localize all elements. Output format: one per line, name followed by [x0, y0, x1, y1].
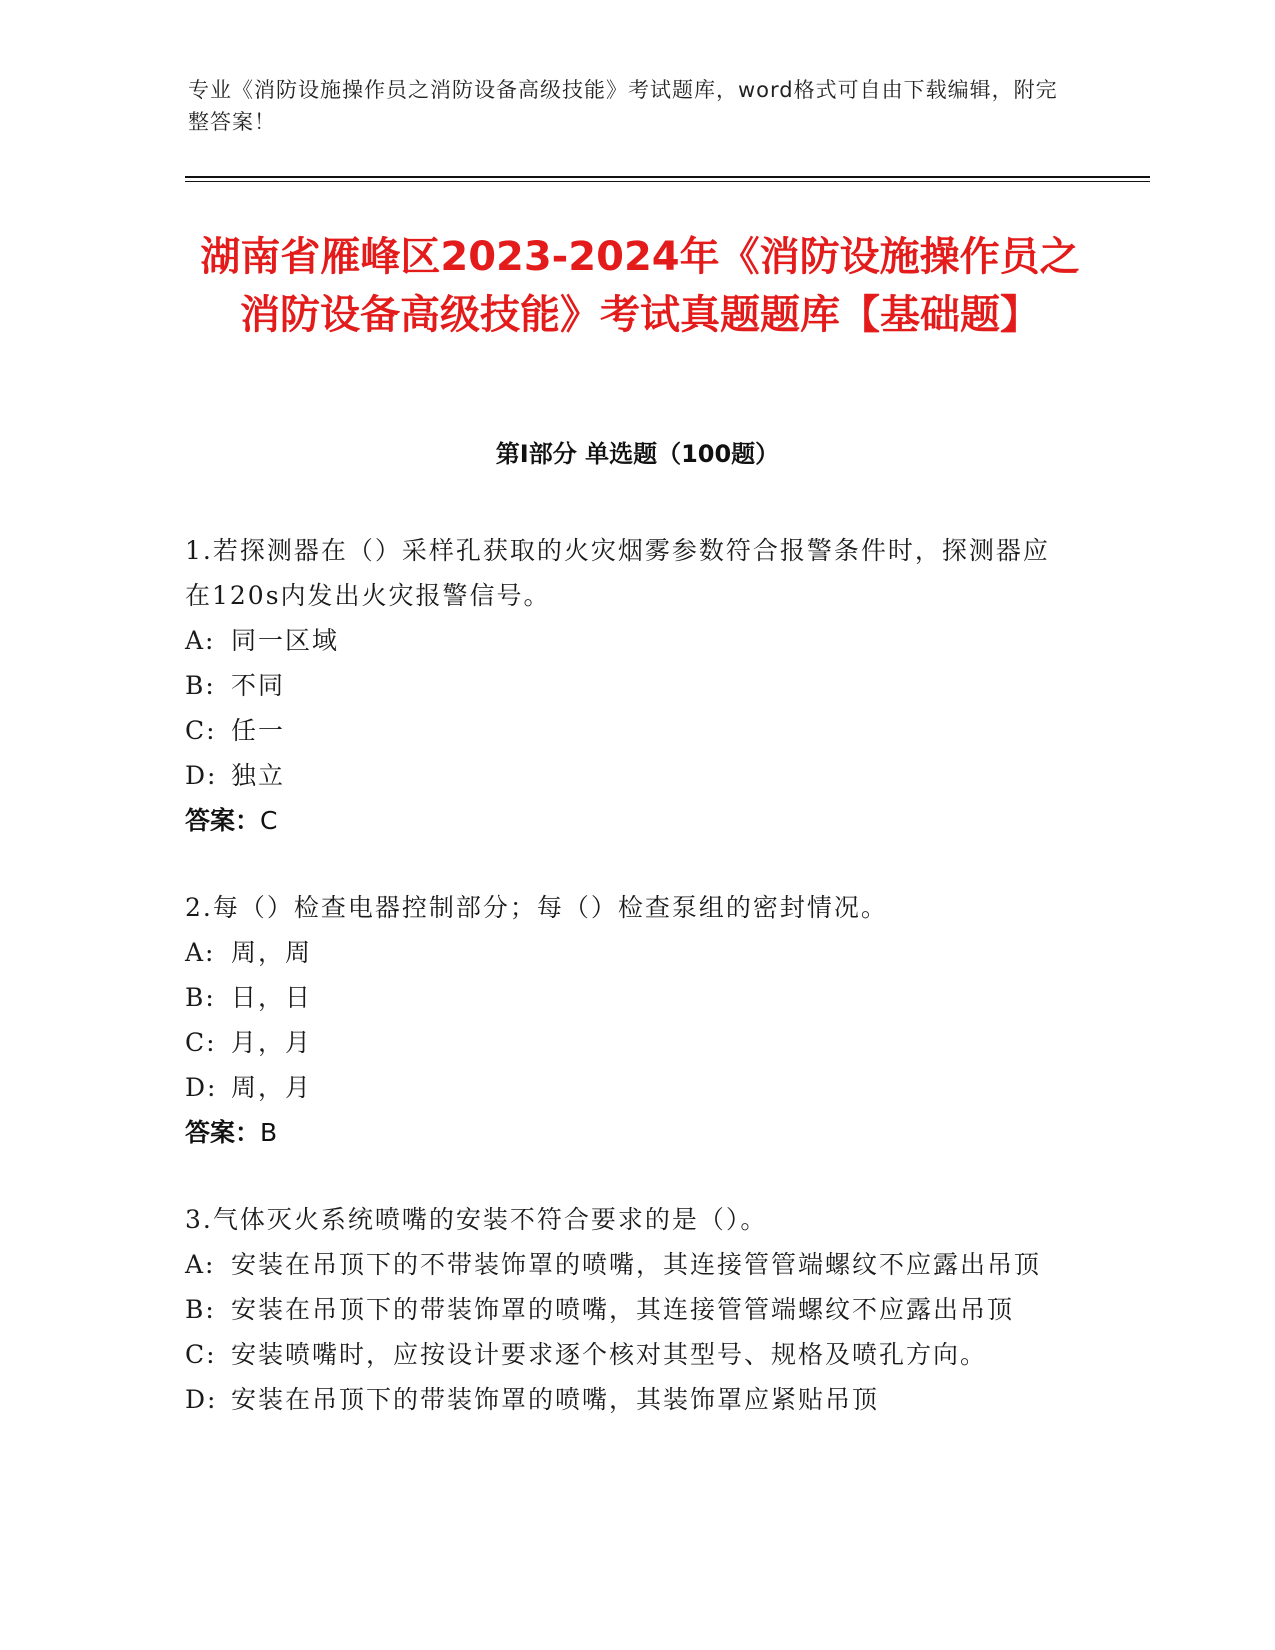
- option-text: 安装在吊顶下的不带装饰罩的喷嘴，其连接管管端螺纹不应露出吊顶: [231, 1250, 1042, 1279]
- option-text: 不同: [231, 671, 286, 700]
- option-letter: A:: [185, 626, 216, 655]
- document-title: 湖南省雁峰区2023-2024年《消防设施操作员之消防设备高级技能》考试真题题库【基础题】: [200, 234, 1080, 338]
- option-a: [185, 930, 1065, 975]
- answer-value: C: [260, 806, 278, 835]
- answer-label: 答案：: [185, 1118, 261, 1147]
- option-text: 独立: [231, 761, 286, 790]
- answer-label: 答案：: [185, 806, 261, 835]
- option-letter: C:: [185, 1028, 217, 1057]
- question-1: [185, 528, 1065, 843]
- option-text: 日，日: [231, 983, 313, 1012]
- question-2: [185, 885, 1065, 1155]
- option-text: 月，月: [231, 1028, 313, 1057]
- option-text: 安装喷嘴时，应按设计要求逐个核对其型号、规格及喷孔方向。: [231, 1340, 988, 1369]
- option-c: [185, 1332, 1065, 1377]
- option-letter: D:: [185, 1073, 218, 1102]
- question-3: [185, 1197, 1065, 1422]
- option-letter: B:: [185, 671, 216, 700]
- option-c: [185, 1020, 1065, 1065]
- answer-line: [185, 798, 1065, 843]
- question-stem: 2.每（）检查电器控制部分；每（）检查泵组的密封情况。: [185, 893, 888, 922]
- option-text: 任一: [231, 716, 286, 745]
- option-d: [185, 753, 1065, 798]
- option-letter: D:: [185, 1385, 218, 1414]
- section-title: 第I部分 单选题（100题）: [495, 440, 780, 468]
- option-letter: A:: [185, 938, 216, 967]
- option-d: [185, 1377, 1065, 1422]
- header-note: 专业《消防设施操作员之消防设备高级技能》考试题库，word格式可自由下载编辑，附完整答案！: [188, 78, 1058, 134]
- header-divider-thin: [185, 181, 1150, 182]
- option-letter: A:: [185, 1250, 216, 1279]
- option-letter: C:: [185, 716, 217, 745]
- option-b: [185, 663, 1065, 708]
- option-text: 安装在吊顶下的带装饰罩的喷嘴，其连接管管端螺纹不应露出吊顶: [231, 1295, 1015, 1324]
- option-letter: D:: [185, 761, 218, 790]
- answer-value: B: [260, 1118, 278, 1147]
- answer-line: [185, 1110, 1065, 1155]
- option-letter: B:: [185, 983, 216, 1012]
- option-text: 周，周: [231, 938, 313, 967]
- option-a: [185, 618, 1065, 663]
- option-text: 安装在吊顶下的带装饰罩的喷嘴，其装饰罩应紧贴吊顶: [231, 1385, 880, 1414]
- option-letter: B:: [185, 1295, 216, 1324]
- option-text: 周，月: [231, 1073, 313, 1102]
- option-b: [185, 975, 1065, 1020]
- option-d: [185, 1065, 1065, 1110]
- question-stem: 3.气体灭火系统喷嘴的安装不符合要求的是（）。: [185, 1205, 768, 1234]
- question-list: [185, 528, 1065, 1464]
- option-a: [185, 1242, 1065, 1287]
- header-divider: [185, 176, 1150, 178]
- question-stem: 1.若探测器在（）采样孔获取的火灾烟雾参数符合报警条件时，探测器应在120s内发出火灾报警信号。: [185, 536, 1050, 610]
- option-letter: C:: [185, 1340, 217, 1369]
- option-text: 同一区域: [231, 626, 340, 655]
- option-b: [185, 1287, 1065, 1332]
- option-c: [185, 708, 1065, 753]
